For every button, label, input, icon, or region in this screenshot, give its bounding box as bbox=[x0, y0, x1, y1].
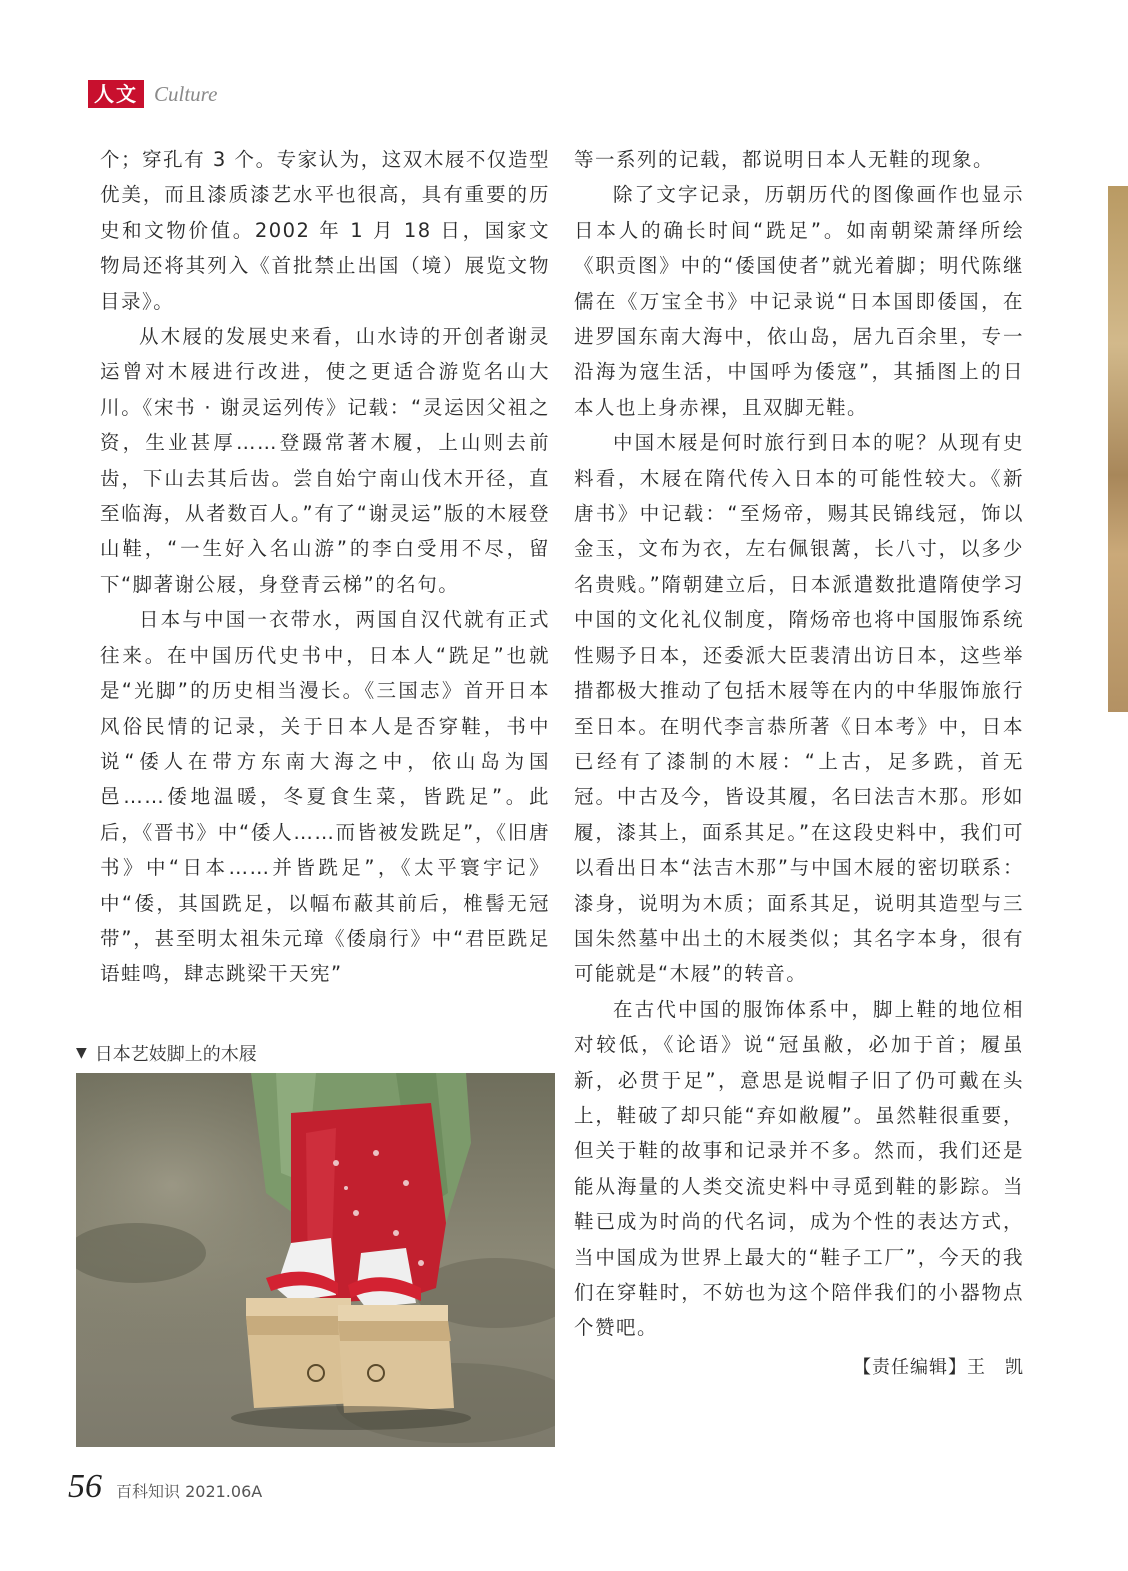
section-tag: 人文 bbox=[88, 80, 144, 108]
section-header bbox=[88, 80, 217, 108]
page-number: 56 bbox=[68, 1468, 102, 1505]
paragraph: 除了文字记录，历朝历代的图像画作也显示日本人的确长时间“跣足”。如南朝梁萧绎所绘《职贡图》中的“倭国使者”就光着脚；明代陈继儒在《万宝全书》中记录说“日本国即倭国，在进罗国东南大海中，依山岛，居九百余里，专一沿海为寇生活，中国呼为倭寇”，其插图上的日本人也上身赤裸，且双脚无鞋。 bbox=[574, 183, 1024, 419]
adjacent-painting-strip bbox=[1108, 186, 1128, 712]
left-column bbox=[100, 142, 550, 992]
paragraph: 日本与中国一衣带水，两国自汉代就有正式往来。在中国历代史书中，日本人“跣足”也就是“光脚”的历史相当漫长。《三国志》首开日本风俗民情的记录，关于日本人是否穿鞋，书中说“倭人在带方东南大海之中，依山岛为国邑……倭地温暖，冬夏食生菜，皆跣足”。此后，《晋书》中“倭人……而皆被发跣足”，《旧唐书》中“日本……并皆跣足”，《太平寰宇记》中“倭，其国跣足，以幅布蔽其前后，椎髻无冠带”，甚至明太祖朱元璋《倭扇行》中“君臣跣足语蛙鸣，肆志跳梁干天宪” bbox=[100, 608, 550, 986]
paragraph: 在古代中国的服饰体系中，脚上鞋的地位相对较低，《论语》说“冠虽敝，必加于首；履虽新，必贯于足”，意思是说帽子旧了仍可戴在头上，鞋破了却只能“弃如敝履”。虽然鞋很重要，但关于鞋的故事和记录并不多。然而，我们还是能从海量的人类交流史料中寻觅到鞋的影踪。当鞋已成为时尚的代名词，成为个性的表达方式，当中国成为世界上最大的“鞋子工厂”，今天的我们在穿鞋时，不妨也为这个陪伴我们的小器物点个赞吧。 bbox=[574, 997, 1024, 1340]
paragraph: 个；穿孔有 3 个。专家认为，这双木屐不仅造型优美，而且漆质漆艺水平也很高，具有重要的历史和文物价值。2002 年 1 月 18 日，国家文物局还将其列入《首批禁止出国（境）展览文物目录》。 bbox=[100, 148, 550, 313]
triangle-down-icon: ▼ bbox=[76, 1045, 87, 1061]
photo-caption bbox=[76, 1040, 257, 1066]
geisha-geta-photo bbox=[76, 1073, 555, 1447]
page-footer bbox=[68, 1468, 262, 1506]
section-english-label: Culture bbox=[154, 81, 218, 106]
magazine-issue: 百科知识 2021.06A bbox=[116, 1482, 263, 1501]
caption-text: 日本艺妓脚上的木屐 bbox=[94, 1044, 257, 1065]
paragraph: 从木屐的发展史来看，山水诗的开创者谢灵运曾对木屐进行改进，使之更适合游览名山大川。《宋书 · 谢灵运列传》记载：“灵运因父祖之资，生业甚厚……登蹑常著木履，上山则去前齿，下山去其后齿。尝自始宁南山伐木开径，直至临海，从者数百人。”有了“谢灵运”版的木屐登山鞋，“一生好入名山游”的李白受用不尽，留下“脚著谢公屐，身登青云梯”的名句。 bbox=[100, 325, 550, 596]
paragraph: 等一系列的记载，都说明日本人无鞋的现象。 bbox=[574, 148, 995, 171]
right-column bbox=[574, 142, 1024, 1385]
paragraph: 中国木屐是何时旅行到日本的呢？从现有史料看，木屐在隋代传入日本的可能性较大。《新唐书》中记载：“至炀帝，赐其民锦线冠，饰以金玉，文布为衣，左右佩银蓠，长八寸，以多少名贵贱。”隋朝建立后，日本派遣数批遣隋使学习中国的文化礼仪制度，隋炀帝也将中国服饰系统性赐予日本，还委派大臣裴清出访日本，这些举措都极大推动了包括木屐等在内的中华服饰旅行至日本。在明代李言恭所著《日本考》中，日本已经有了漆制的木屐：“上古，足多跣，首无冠。中古及今，皆设其履，名曰法吉木那。形如履，漆其上，面系其足。”在这段史料中，我们可以看出日本“法吉木那”与中国木屐的密切联系：漆身，说明为木质；面系其足，说明其造型与三国朱然墓中出土的木屐类似；其名字本身，很有可能就是“木屐”的转音。 bbox=[574, 431, 1024, 986]
editor-credit: 【责任编辑】王 凯 bbox=[853, 1356, 1024, 1378]
